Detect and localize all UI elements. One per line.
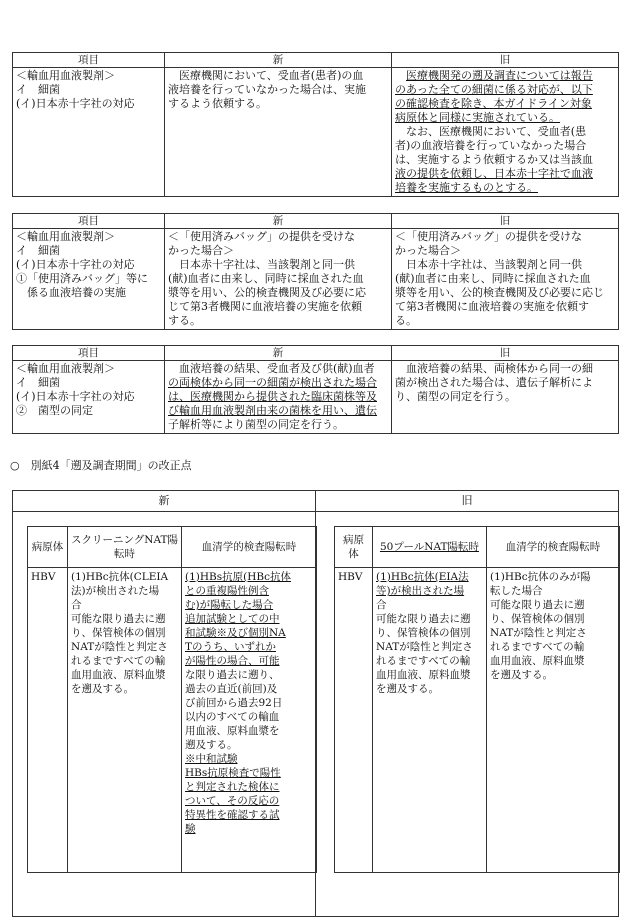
comparison-table-3 [12,345,619,434]
header-new: 新 [165,346,392,361]
old-line: 血液培養の結果、両検体から同一の細 [406,362,593,375]
nat-line: 可能な限り過去に遡 [71,613,166,625]
nat-line: 等)が検出された場 [376,585,465,597]
old-h-pathogen: 病原体 [335,527,373,568]
old-line: ＜「使用済みバッグ」の提供を受けな [395,230,582,243]
new-line: 血液培養の結果、受血者及び供(献)血者 [179,362,375,375]
old-line: り、菌型の同定を行う。 [395,390,516,403]
nat-line: 法)が検出された場 [71,585,160,597]
new-line: する。 [168,314,201,327]
old-panel [316,512,619,917]
header-new: 新 [165,53,392,68]
old-header: 旧 [316,491,619,512]
sero-line: NATが陰性と判定さ [490,627,587,639]
new-line: び輸血用血液製剤由来の菌株を用い、遺伝 [168,404,377,417]
old-line: なお、医療機関において、受血者(患 [406,125,587,138]
period-table [12,490,619,917]
new-pathogen: HBV [28,568,68,873]
old-h-nat: 50プールNAT陽転時 [373,527,487,568]
item-line: イ 細菌 [16,244,60,257]
old-line: かった場合＞ [395,244,461,257]
old-line: 菌が検出された場合は、遺伝子解析によ [395,376,593,389]
new-line: 漿等を用い、公的検査機関及び必要に応 [168,286,366,299]
old-line: 培養を実施するものとする。 [395,181,538,194]
new-h-nat: スクリーニングNAT陽転時 [68,527,182,568]
old-sero-cell [487,568,620,873]
old-h-sero: 血清学的検査陽転時 [487,527,620,568]
old-line: 液の提供を依頼し、日本赤十字社で血液 [395,167,593,180]
old-line: の確認検査を除き、本ガイドライン対象 [395,97,592,110]
new-line: (献)血者に由来し、同時に採血された血 [168,272,364,285]
item-line: イ 細菌 [16,376,60,389]
new-line: じて第3者機関に血液培養の実施を依頼 [168,300,362,313]
sero-line: 血用血液、原料血漿 [490,655,585,667]
sero-line: 遡及する。 [185,739,238,751]
sero-line: り、保管検体の個別 [490,613,585,625]
sero-line: (1)HBs抗原(HBc抗体 [185,571,291,583]
new-panel [13,512,316,917]
new-cell [165,229,392,330]
nat-line: を遡及する。 [376,683,439,695]
sero-line: 特異性を確認する試 [185,809,280,821]
sero-line: 追加試験としての中 [185,613,280,625]
section-title: ○ 別紙4「遡及調査期間」の改正点 [10,459,192,472]
header-new: 新 [165,214,392,229]
nat-line: り、保管検体の個別 [71,627,166,639]
nat-line: り、保管検体の個別 [376,627,471,639]
sero-line: を遡及する。 [490,669,553,681]
item-cell [13,361,165,434]
sero-line: 過去の直近(前回)及 [185,683,278,695]
item-line: 係る血液培養の実施 [16,286,126,299]
nat-line: (1)HBc抗体(CLEIA [71,571,169,583]
new-line: ＜「使用済みバッグ」の提供を受けな [168,230,355,243]
comparison-table-1 [12,52,619,197]
sero-line: 和試験※及び個別NA [185,627,286,639]
new-line: 子解析等により菌型の同定を行う。 [168,418,344,431]
old-cell [392,229,619,330]
item-line: ①「使用済みバッグ」等に [16,272,148,285]
nat-line: れるまですべての輸 [71,655,166,667]
header-old: 旧 [392,214,619,229]
old-line: 医療機関発の遡及調査については報告 [406,69,593,82]
new-header: 新 [13,491,316,512]
sero-line: との重複陽性例含 [185,585,269,597]
sero-line: 用血液、原料血漿を [185,725,280,737]
new-line: 日本赤十字社は、当該製剤と同一供 [179,258,355,271]
old-line: 病原体と同様に実施されている。 [395,111,560,124]
nat-line: 合 [71,599,82,611]
old-line: は、実施するよう依頼するか又は当該血 [395,153,593,166]
nat-line: 可能な限り過去に遡 [376,613,471,625]
header-item: 項目 [13,346,165,361]
sero-line: 可能な限り過去に遡 [490,599,585,611]
item-line: (イ)日本赤十字社の対応 [16,97,135,110]
old-line: る。 [395,314,417,327]
nat-line: を遡及する。 [71,683,134,695]
sero-line: が陽性の場合、可能 [185,655,280,667]
old-nat-cell [373,568,487,873]
sero-line: (1)HBc抗体のみが陽 [490,571,591,583]
new-nat-cell [68,568,182,873]
item-cell [13,229,165,330]
new-sero-cell [182,568,317,873]
sero-line: 以内のすべての輸血 [185,711,280,723]
nat-line: れるまですべての輸 [376,655,471,667]
new-line: するよう依頼する。 [168,97,267,110]
sero-line: れるまですべての輸 [490,641,585,653]
header-old: 旧 [392,346,619,361]
new-line: かった場合＞ [168,244,234,257]
old-cell [392,68,619,197]
sero-line: Tのうち、いずれか [185,641,277,653]
sero-line: び前回から過去92日 [185,697,283,709]
nat-line: NATが陰性と判定さ [71,641,168,653]
old-line: (献)血者に由来し、同時に採血された血 [395,272,591,285]
sero-line: ※中和試験 [185,753,238,765]
item-line: ＜輸血用血液製剤＞ [16,230,115,243]
old-line: 者)の血液培養を行っていなかった場合 [395,139,587,152]
new-line: 医療機関において、受血者(患者)の血 [179,69,364,82]
item-line: ＜輸血用血液製剤＞ [16,362,115,375]
new-cell [165,361,392,434]
item-line: (イ)日本赤十字社の対応 [16,258,135,271]
item-line: ＜輸血用血液製剤＞ [16,69,115,82]
sero-line: HBs抗原検査で陽性 [185,767,281,779]
item-cell [13,68,165,197]
new-h-pathogen: 病原体 [28,527,68,568]
item-line: イ 細菌 [16,83,60,96]
sero-line: 験 [185,823,196,835]
old-line: のあった全ての細菌に係る対応が、以下 [395,83,593,96]
new-inner-table [27,526,317,873]
header-old: 旧 [392,53,619,68]
item-line: (イ)日本赤十字社の対応 [16,390,135,403]
old-line: 漿等を用い、公的検査機関及び必要に応じ [395,286,604,299]
sero-line: む)が陽転した場合 [185,599,274,611]
sero-line: と判定された検体に [185,781,280,793]
new-line: は、医療機関から提供された臨床菌株等及 [168,390,377,403]
new-cell [165,68,392,197]
comparison-table-2 [12,213,619,330]
old-line: て第3者機関に血液培養の実施を依頼す [395,300,589,313]
nat-line: 合 [376,599,387,611]
new-line: 液培養を行っていなかった場合は、実施 [168,83,366,96]
old-pathogen: HBV [335,568,373,873]
new-h-sero: 血清学的検査陽転時 [182,527,317,568]
item-line: ② 菌型の同定 [16,404,93,417]
header-item: 項目 [13,214,165,229]
sero-line: ついて、その反応の [185,795,280,807]
sero-line: 転した場合 [490,585,543,597]
old-cell [392,361,619,434]
header-item: 項目 [13,53,165,68]
nat-line: 血用血液、原料血漿 [71,669,166,681]
old-line: 日本赤十字社は、当該製剤と同一供 [406,258,582,271]
nat-line: 血用血液、原料血漿 [376,669,471,681]
nat-line: (1)HBc抗体(EIA法 [376,571,469,583]
nat-line: NATが陰性と判定さ [376,641,473,653]
old-inner-table [334,526,620,873]
sero-line: な限り過去に遡り、 [185,669,280,681]
new-line: の両検体から同一の細菌が検出された場合 [168,376,377,389]
